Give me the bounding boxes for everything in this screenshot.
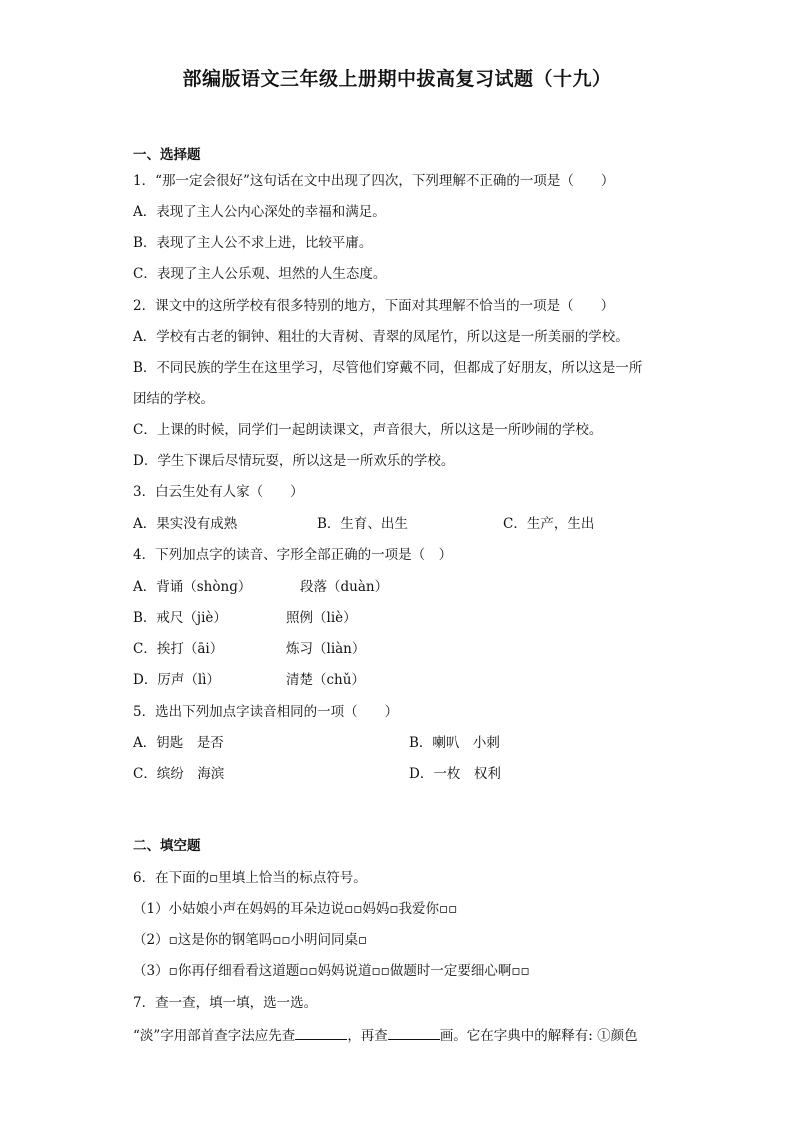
question-4-option-b-word2: 照例（liè） — [286, 610, 357, 626]
question-2-option-a: A．学校有古老的铜钟、粗壮的大青树、青翠的凤尾竹，所以这是一所美丽的学校。 — [133, 329, 629, 345]
question-7-text-part2: ，再查 — [347, 1028, 388, 1044]
question-3-stem: 3．白云生处有人家（ ） — [133, 484, 304, 500]
question-6-sentence-1: （1）小姑娘小声在妈妈的耳朵边说▫▫妈妈▫我爱你▫▫ — [133, 901, 458, 917]
question-4-option-d-word2: 清楚（chǔ） — [286, 672, 365, 688]
question-4-option-c-word2: 炼习（liàn） — [286, 641, 366, 657]
question-3-option-b: B．生育、出生 — [317, 516, 408, 532]
question-5-stem: 5．选出下列加点字读音相同的一项（ ） — [133, 704, 399, 720]
question-5-option-d: D．一枚 权利 — [409, 766, 501, 782]
question-4-option-d-word1: D．厉声（lì） — [133, 672, 220, 688]
answer-blank-strokes[interactable] — [388, 1025, 440, 1040]
question-5-option-a: A．钥匙 是否 — [133, 735, 224, 751]
question-6-sentence-3: （3）▫你再仔细看看这道题▫▫妈妈说道▫▫做题时一定要细心啊▫▫ — [133, 963, 530, 979]
question-7-text-part3: 画。它在字典中的解释有: ①颜色 — [439, 1028, 638, 1044]
question-7-text-part1: “淡”字用部首查字法应先查 — [133, 1028, 296, 1044]
question-1-option-c: C．表现了主人公乐观、坦然的人生态度。 — [133, 266, 387, 282]
section-heading-choice: 一、选择题 — [133, 147, 201, 163]
question-2-option-d: D．学生下课后尽情玩耍，所以这是一所欢乐的学校。 — [133, 453, 455, 469]
question-4-stem: 4．下列加点字的读音、字形全部正确的一项是（ ） — [133, 547, 453, 563]
question-2-option-b-line2: 团结的学校。 — [133, 391, 214, 407]
question-5-option-b: B．喇叭 小刺 — [409, 735, 500, 751]
section-heading-fill: 二、填空题 — [133, 838, 201, 854]
question-2-option-b-line1: B．不同民族的学生在这里学习，尽管他们穿戴不同，但都成了好朋友，所以这是一所 — [133, 360, 643, 376]
page-title: 部编版语文三年级上册期中拔高复习试题（十九） — [182, 68, 612, 90]
question-1-option-b: B．表现了主人公不求上进，比较平庸。 — [133, 235, 373, 251]
question-4-option-a-word1: A．背诵（shònɡ） — [133, 579, 252, 595]
question-4-option-c-word1: C．挨打（āi） — [133, 641, 224, 657]
question-1-option-a: A．表现了主人公内心深处的幸福和满足。 — [133, 204, 386, 220]
question-3-option-c: C．生产，生出 — [503, 516, 595, 532]
question-4-option-a-word2: 段落（duàn） — [300, 579, 389, 595]
question-3-option-a: A．果实没有成熟 — [133, 516, 238, 532]
question-6-stem: 6．在下面的▫里填上恰当的标点符号。 — [133, 870, 367, 886]
question-1-stem: 1．“那一定会很好”这句话在文中出现了四次，下列理解不正确的一项是（ ） — [133, 173, 615, 189]
question-4-option-b-word1: B．戒尺（jiè） — [133, 610, 227, 626]
question-6-sentence-2: （2）▫这是你的钢笔吗▫▫小明问同桌▫ — [133, 932, 368, 948]
answer-blank-radical[interactable] — [295, 1025, 347, 1040]
question-2-stem: 2．课文中的这所学校有很多特别的地方，下面对其理解不恰当的一项是（ ） — [133, 298, 615, 314]
question-2-option-c: C．上课的时候，同学们一起朗读课文，声音很大，所以这是一所吵闹的学校。 — [133, 422, 603, 438]
question-7-text — [133, 1025, 638, 1045]
question-5-option-c: C．缤纷 海滨 — [133, 766, 225, 782]
question-7-stem: 7．查一查，填一填，选一选。 — [133, 995, 318, 1011]
